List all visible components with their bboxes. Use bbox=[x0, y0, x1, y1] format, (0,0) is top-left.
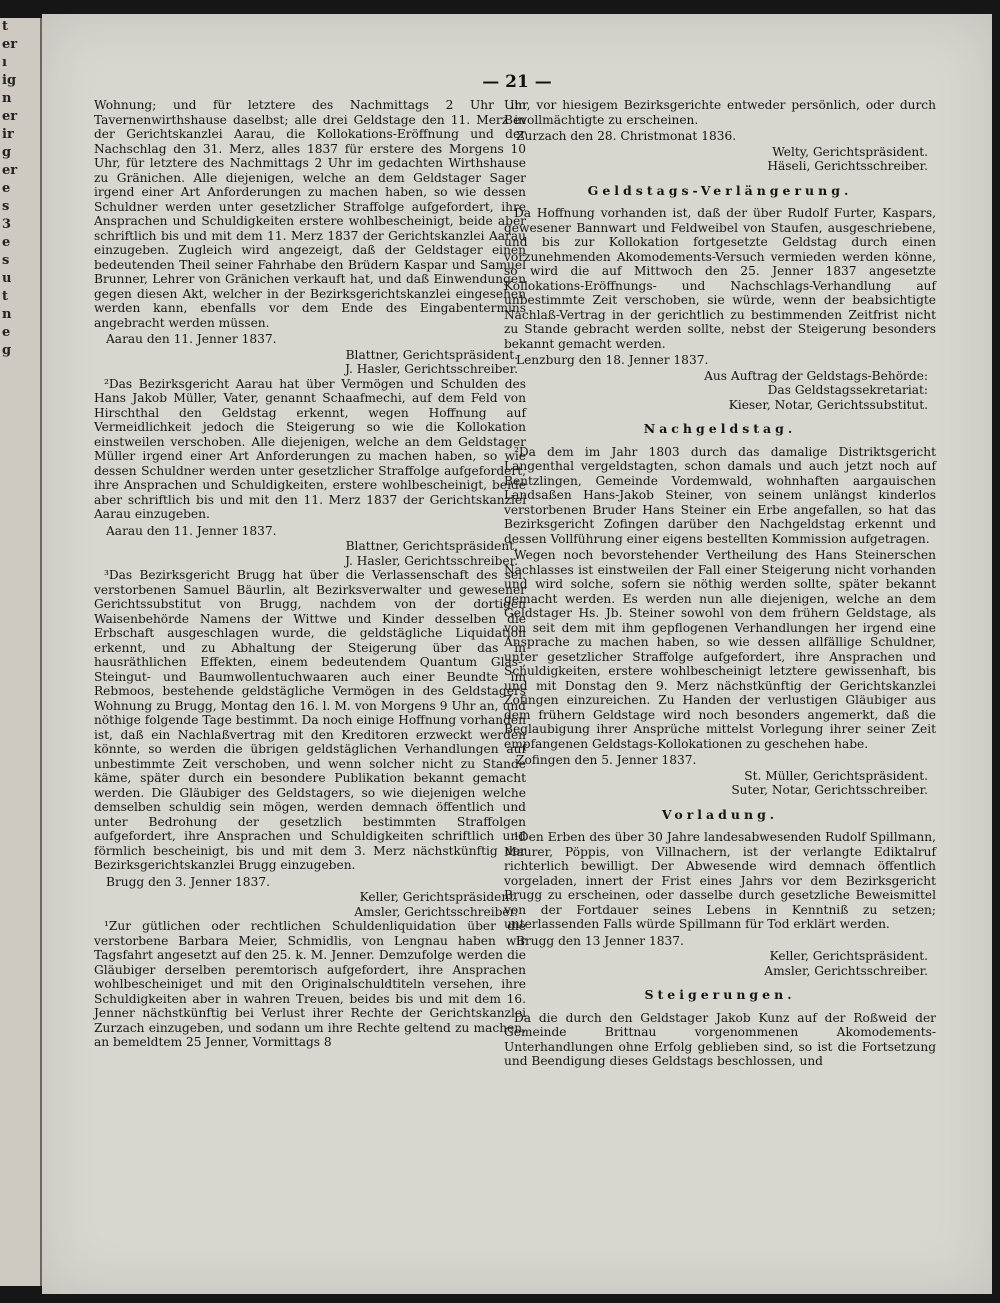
edge-fragment: 3 bbox=[2, 217, 12, 232]
section-heading: Steigerungen. bbox=[644, 987, 796, 1002]
page-number: — 21 — bbox=[482, 72, 552, 92]
signature-block bbox=[504, 769, 936, 798]
signature-line: Aus Auftrag der Geldstags-Behörde: bbox=[704, 368, 928, 383]
edge-fragment: er bbox=[2, 109, 18, 124]
left-column bbox=[94, 98, 526, 1052]
signature-line: Kieser, Notar, Gerichtssubstitut. bbox=[728, 397, 928, 412]
signature-block bbox=[504, 949, 936, 978]
notice-paragraph: Da die durch den Geldstager Jakob Kunz auf der Roßweid der Gemeinde Brittnau vorgenommenen Akomodements-Unterhandlungen ohne Erfolg geblieben sind, so ist die Fortsetzung und Beendigung dieses Geldstags beschlossen, und bbox=[504, 1010, 936, 1068]
edge-fragment: ir bbox=[2, 127, 14, 142]
notice-paragraph: ¹Zur gütlichen oder rechtlichen Schuldenliquidation über die verstorbene Barbara Meier, Schmidlis, von Lengnau haben wir Tagsfahrt angesetzt auf den 25. k. M. Jenner. Demzufolge werden die Gläubiger derselben peremtorisch aufgefordert, ihre Ansprachen wohlbescheiniget und mit den Originalschuldtiteln versehen, ihre Schuldigkeiten aber in wahren Treuen, beides bis und mit dem 16. Jenner nächstkünftig bei Verlust ihrer Rechte der Gerichtskanzlei Zurzach einzugeben, und sodann um ihre Rechte geltend zu machen, an bemeldtem 25 Jenner, Vormittags 8 bbox=[94, 919, 526, 1049]
signature-block bbox=[94, 890, 526, 919]
edge-fragment: er bbox=[2, 37, 18, 52]
notice-paragraph: Uhr, vor hiesigem Bezirksgerichte entweder persönlich, oder durch Bevollmächtigte zu erscheinen. bbox=[504, 98, 936, 127]
signature-block bbox=[94, 348, 526, 377]
notice-paragraph: ¹Den Erben des über 30 Jahre landesabwesenden Rudolf Spillmann, Maurer, Pöppis, von Villnachern, ist der verlangte Ediktalruf richterlich bewilligt. Der Abwesende wird demnach öffentlich vorgeladen, innert der Frist eines Jahrs vor dem Bezirksgericht Brugg zu erscheinen, oder dasselbe durch gesetzliche Beweismittel von der Fortdauer seines Lebens in Kenntniß zu setzen; unterlassenden Falls würde Spillmann für Tod erklärt werden. bbox=[504, 830, 936, 931]
edge-fragment: n bbox=[2, 307, 12, 322]
notice-date: Brugg den 3. Jenner 1837. bbox=[106, 874, 270, 889]
notice-date: Aarau den 11. Jenner 1837. bbox=[106, 523, 277, 538]
signature-line: Das Geldstagssekretariat: bbox=[767, 383, 928, 397]
notice-date: Zofingen den 5. Jenner 1837. bbox=[516, 753, 697, 767]
signature-block bbox=[504, 369, 936, 413]
edge-fragment: t bbox=[2, 289, 9, 304]
document-page bbox=[42, 14, 992, 1294]
notice-date: Zurzach den 28. Christmonat 1836. bbox=[516, 129, 737, 143]
notice-date: Lenzburg den 18. Jenner 1837. bbox=[516, 353, 709, 367]
signature-line: Amsler, Gerichtsschreiber. bbox=[764, 963, 928, 978]
notice-paragraph: Wegen noch bevorstehender Vertheilung des Hans Steinerschen Nachlasses ist einstweilen der Fall einer Steigerung nicht vorhanden und wird solche, sofern sie nöthig werden sollte, später bekannt gemacht werden. Es werden nun alle diejenigen, welche an dem Geldstager Hs. Jb. Steiner sowohl von dem frühern Geldstage, als von seit dem mit ihm gepflogenen Verhandlungen her irgend eine Ansprache zu machen haben, so wie dessen allfällige Schuldner, unter gesetzlicher Straffolge aufgefordert, ihre Ansprachen und Schuldigkeiten, erstere wohlbescheinigt letztere gewissenhaft, bis und mit Donstag den 9. Merz nächstkünftig der Gerichtskanzlei Zofingen einzureichen. Zu Handen der verlustigen Gläubiger aus dem frühern Geldstage wird noch besonders angemerkt, daß die Beglaubigung ihrer Ansprüche mittelst Vorlegung ihrer seiner Zeit empfangenen Geldstags-Kollokationen zu geschehen habe. bbox=[504, 548, 936, 751]
edge-fragment: g bbox=[2, 145, 12, 160]
edge-fragment: e bbox=[2, 181, 11, 196]
signature-line: J. Hasler, Gerichtsschreiber. bbox=[345, 553, 518, 568]
edge-fragment: e bbox=[2, 235, 11, 250]
signature-line: Häseli, Gerichtsschreiber. bbox=[767, 159, 928, 173]
section-heading: Geldstags-Verlängerung. bbox=[587, 182, 853, 198]
edge-fragment: ig bbox=[2, 73, 17, 88]
edge-fragment: e bbox=[2, 325, 11, 340]
edge-fragment: s bbox=[2, 199, 10, 214]
signature-line: Amsler, Gerichtsschreiber. bbox=[354, 904, 518, 919]
notice-date: Aarau den 11. Jenner 1837. bbox=[106, 332, 277, 346]
adjacent-page-edge bbox=[0, 18, 42, 1286]
edge-fragment: n bbox=[2, 91, 12, 106]
signature-block bbox=[94, 539, 526, 568]
signature-line: Welty, Gerichtspräsident. bbox=[772, 144, 928, 159]
notice-paragraph: Da Hoffnung vorhanden ist, daß der über Rudolf Furter, Kaspars, gewesener Bannwart und Feldweibel von Staufen, ausgeschriebene, und bis zur Kollokation fortgesetzte Geldstag durch einen vorzunehmenden Akomodements-Versuch vermieden werden könne, so wird die auf Mittwoch den 25. Jenner 1837 angesetzte Kollokations-Eröffnungs- und Nachschlags-Verhandlung auf unbestimmte Zeit verschoben, sie würde, wenn der beabsichtigte Nachlaß-Vertrag in der gerichtlich zu bestimmenden Zeitfrist nicht zu Stande gebracht werden sollte, nebst der Steigerung besonders bekannt gemacht werden. bbox=[504, 206, 936, 351]
notice-date: Brugg den 13 Jenner 1837. bbox=[516, 933, 684, 948]
edge-fragment: t bbox=[2, 19, 9, 34]
notice-paragraph: ²Da dem im Jahr 1803 durch das damalige Distriktsgericht Langenthal vergeldstagten, schon damals und auch jetzt noch auf Bentzlingen, Gemeinde Vordemwald, wohnhaften aargauischen Landsaßen Hans-Jakob Steiner, von seinem unlängst kinderlos verstorbenen Bruder Hans Steiner ein Erbe angefallen, so hat das Bezirksgericht Zofingen darüber den Nachgeldstag erkennt und dessen Vollführung einer eigens bestellten Kommission aufgetragen. bbox=[504, 444, 936, 546]
signature-block bbox=[504, 145, 936, 174]
signature-line: Keller, Gerichtspräsident. bbox=[359, 890, 518, 904]
signature-line: Keller, Gerichtspräsident. bbox=[769, 949, 928, 963]
edge-fragment: er bbox=[2, 163, 18, 178]
section-heading: Nachgeldstag. bbox=[643, 421, 797, 436]
edge-fragment: s bbox=[2, 253, 10, 268]
edge-fragment: ı bbox=[2, 55, 7, 70]
notice-paragraph: Wohnung; und für letztere des Nachmittags 2 Uhr im Tavernenwirthshause daselbst; alle drei Geldstage den 11. Merz in der Gerichtskanzlei Aarau, die Kollokations-Eröffnung und der Nachschlag den 31. Merz, alles 1837 für erstere des Morgens 10 Uhr, für letztere des Nachmittags 2 Uhr im gedachten Wirthshause zu Gränichen. Alle diejenigen, welche an dem Geldstager Sager irgend einer Art Anforderungen zu machen haben, so wie dessen Schuldner werden unter gesetzlicher Straffolge aufgefordert, ihre Ansprachen und Schuldigkeiten erstere wohlbescheinigt, beide aber schriftlich bis und mit dem 11. Merz 1837 der Gerichtskanzlei Aarau einzugeben. Zugleich wird angezeigt, daß der Geldstager einen bedeutenden Theil seiner Fahrhabe den Brüdern Kaspar und Samuel Brunner, Lehrer von Gränichen verkauft hat, und daß Einwendungen gegen diesen Akt, welcher in der Bezirksgerichtskanzlei eingesehen werden kann, ebenfalls vor dem Ende des Eingabentermins angebracht werden müssen. bbox=[94, 98, 526, 330]
right-column bbox=[504, 98, 936, 1071]
signature-line: J. Hasler, Gerichtsschreiber. bbox=[345, 362, 518, 376]
signature-line: St. Müller, Gerichtspräsident. bbox=[744, 768, 928, 783]
edge-fragment: u bbox=[2, 271, 12, 286]
signature-line: Blattner, Gerichtspräsident. bbox=[345, 539, 518, 553]
notice-paragraph: ³Das Bezirksgericht Brugg hat über die Verlassenschaft des sel. verstorbenen Samuel Bäurlin, alt Bezirksverwalter und gewesener Gerichtssubstitut von Brugg, nachdem von der dortigen Waisenbehörde Namens der Wittwe und Kinder desselben die Erbschaft ausgeschlagen wurde, die geldstägliche Liquidation erkennt, und zu Abhaltung der Steigerung über das in hausräthlichen Effekten, einem bedeutendem Quantum Glas-, Steingut- und Baumwollentuchwaaren auch einer Beundte im Rebmoos, bestehende geldstägliche Vermögen in des Geldstagers Wohnung zu Brugg, Montag den 16. l. M. von Morgens 9 Uhr an, und nöthige folgende Tage bestimmt. Da noch einige Hoffnung vorhanden ist, daß ein Nachlaßvertrag mit den Kreditoren erzweckt werden könnte, so werden die übrigen geldstäglichen Verhandlungen auf unbestimmte Zeit verschoben, und wenn solcher nicht zu Stande käme, später durch ein besondere Publikation bekannt gemacht werden. Die Gläubiger des Geldstagers, so wie diejenigen welche demselben schuldig sein mögen, werden demnach öffentlich und unter Bedrohung der gesetzlich bestimmten Straffolgen aufgefordert, ihre Ansprachen und Schuldigkeiten schriftlich und förmlich bescheinigt, bis und mit dem 3. Merz nächstkünftig der Bezirksgerichtskanzlei Brugg einzugeben. bbox=[94, 568, 526, 872]
notice-paragraph: ²Das Bezirksgericht Aarau hat über Vermögen und Schulden des Hans Jakob Müller, Vater, genannt Schaafmechi, auf dem Feld von Hirschthal den Geldstag erkennt, wegen Hoffnung auf Vermeidlichkeit jedoch die Steigerung so wie die Kollokation einstweilen verschoben. Alle diejenigen, welche an dem Geldstager Müller irgend einer Art Anforderungen zu machen haben, so wie dessen Schuldner werden unter gesetzlicher Straffolge aufgefordert, ihre Ansprachen und Schuldigkeiten, erstere wohlbescheinigt, beide aber schriftlich bis und mit den 11. Merz 1837 der Gerichtskanzlei Aarau einzugeben. bbox=[94, 376, 526, 521]
section-heading: Vorladung. bbox=[661, 806, 779, 822]
edge-fragment: g bbox=[2, 343, 12, 358]
signature-line: Suter, Notar, Gerichtsschreiber. bbox=[731, 783, 928, 797]
signature-line: Blattner, Gerichtspräsident. bbox=[345, 347, 518, 362]
